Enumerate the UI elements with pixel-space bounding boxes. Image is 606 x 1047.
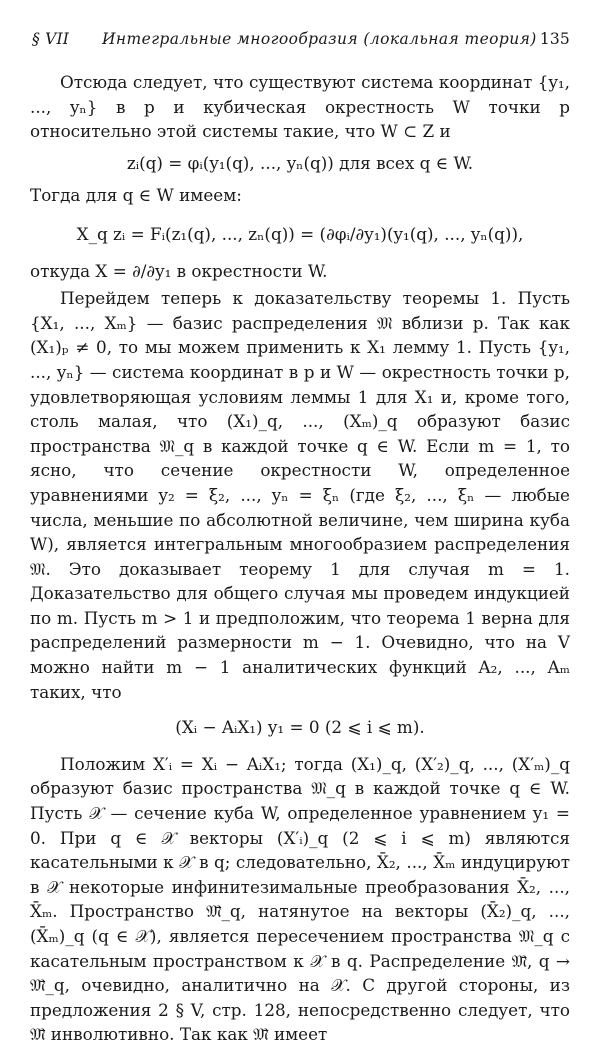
paragraph: Перейдем теперь к доказательству теоремы 1. Пусть {X₁, ..., Xₘ} — базис распределения 𝔐 вблизи p. Так как (X₁)ₚ ≠ 0, то мы можем применить к X₁ лемму 1. Пусть {y₁, ..., yₙ} — система координат в p и W — окрестность точки p, удовлетворяющая условиям леммы 1 для X₁ и, кроме того, столь малая, что (X₁)_q, ..., (Xₘ)_q образуют базис пространства 𝔐_q в каждой точке q ∈ W. Если m = 1, то ясно, что сечение окрестности W, определенное уравнениями y₂ = ξ₂, ..., yₙ = ξₙ (где ξ₂, ..., ξₙ — любые числа, меньшие по абсолютной величине, чем ширина куба W), является интегральным многообразием распределения 𝔐. Это доказывает теорему 1 для случая m = 1. Доказательство для общего случая мы проведем индукцией по m. Пусть m > 1 и предположим, что теорема 1 верна для распределений размерности m − 1. Очевидно, что на V можно найти m − 1 аналитических функций A₂, ..., Aₘ таких, что (30, 288, 570, 702)
chapter-title: Интегральные многообразия (локальная теория) (102, 30, 537, 48)
page-number: 135 (539, 30, 570, 48)
paragraph: Тогда для q ∈ W имеем: (30, 185, 242, 206)
main-text (30, 70, 570, 1047)
paragraph: Положим X′ᵢ = Xᵢ − AᵢX₁; тогда (X₁)_q, (X′₂)_q, ..., (X′ₘ)_q образуют базис пространства 𝔐_q в каждой точке q ∈ W. Пусть 𝒳 — сечение куба W, определенное уравнением y₁ = 0. При q ∈ 𝒳 векторы (X′ᵢ)_q (2 ⩽ i ⩽ m) являются касательными к 𝒳 в q; следовательно, X̄₂, ..., X̄ₘ индуцируют в 𝒳 некоторые инфинитезимальные преобразования X̄₂, ..., X̄ₘ. Пространство 𝔐̄_q, натянутое на векторы (X̄₂)_q, ..., (X̄ₘ)_q (q ∈ 𝒳), является пересечением пространства 𝔐_q с касательным пространством к 𝒳 в q. Распределение 𝔐̄, q → 𝔐̄_q, очевидно, аналитично на 𝒳. С другой стороны, из предложения 2 § V, стр. 128, непосредственно следует, что 𝔐̄ инволютивно. Так как 𝔐̄ имеет (30, 753, 570, 1045)
display-equation: (Xᵢ − AᵢX₁) y₁ = 0 (2 ⩽ i ⩽ m). (175, 717, 425, 738)
display-equation: zᵢ(q) = φᵢ(y₁(q), ..., yₙ(q)) для всех q ∈ W. (126, 152, 474, 173)
section-label: § VII (32, 30, 70, 48)
paragraph: Отсюда следует, что существуют система координат {y₁, ..., yₙ} в p и кубическая окрестность W точки p относительно этой системы такие, что W ⊂ Z и (30, 72, 570, 142)
paragraph: откуда X = ∂/∂y₁ в окрестности W. (30, 260, 328, 281)
display-equation: X_q zᵢ = Fᵢ(z₁(q), ..., zₙ(q)) = (∂φᵢ/∂y₁)(y₁(q), ..., yₙ(q)), (76, 223, 524, 244)
